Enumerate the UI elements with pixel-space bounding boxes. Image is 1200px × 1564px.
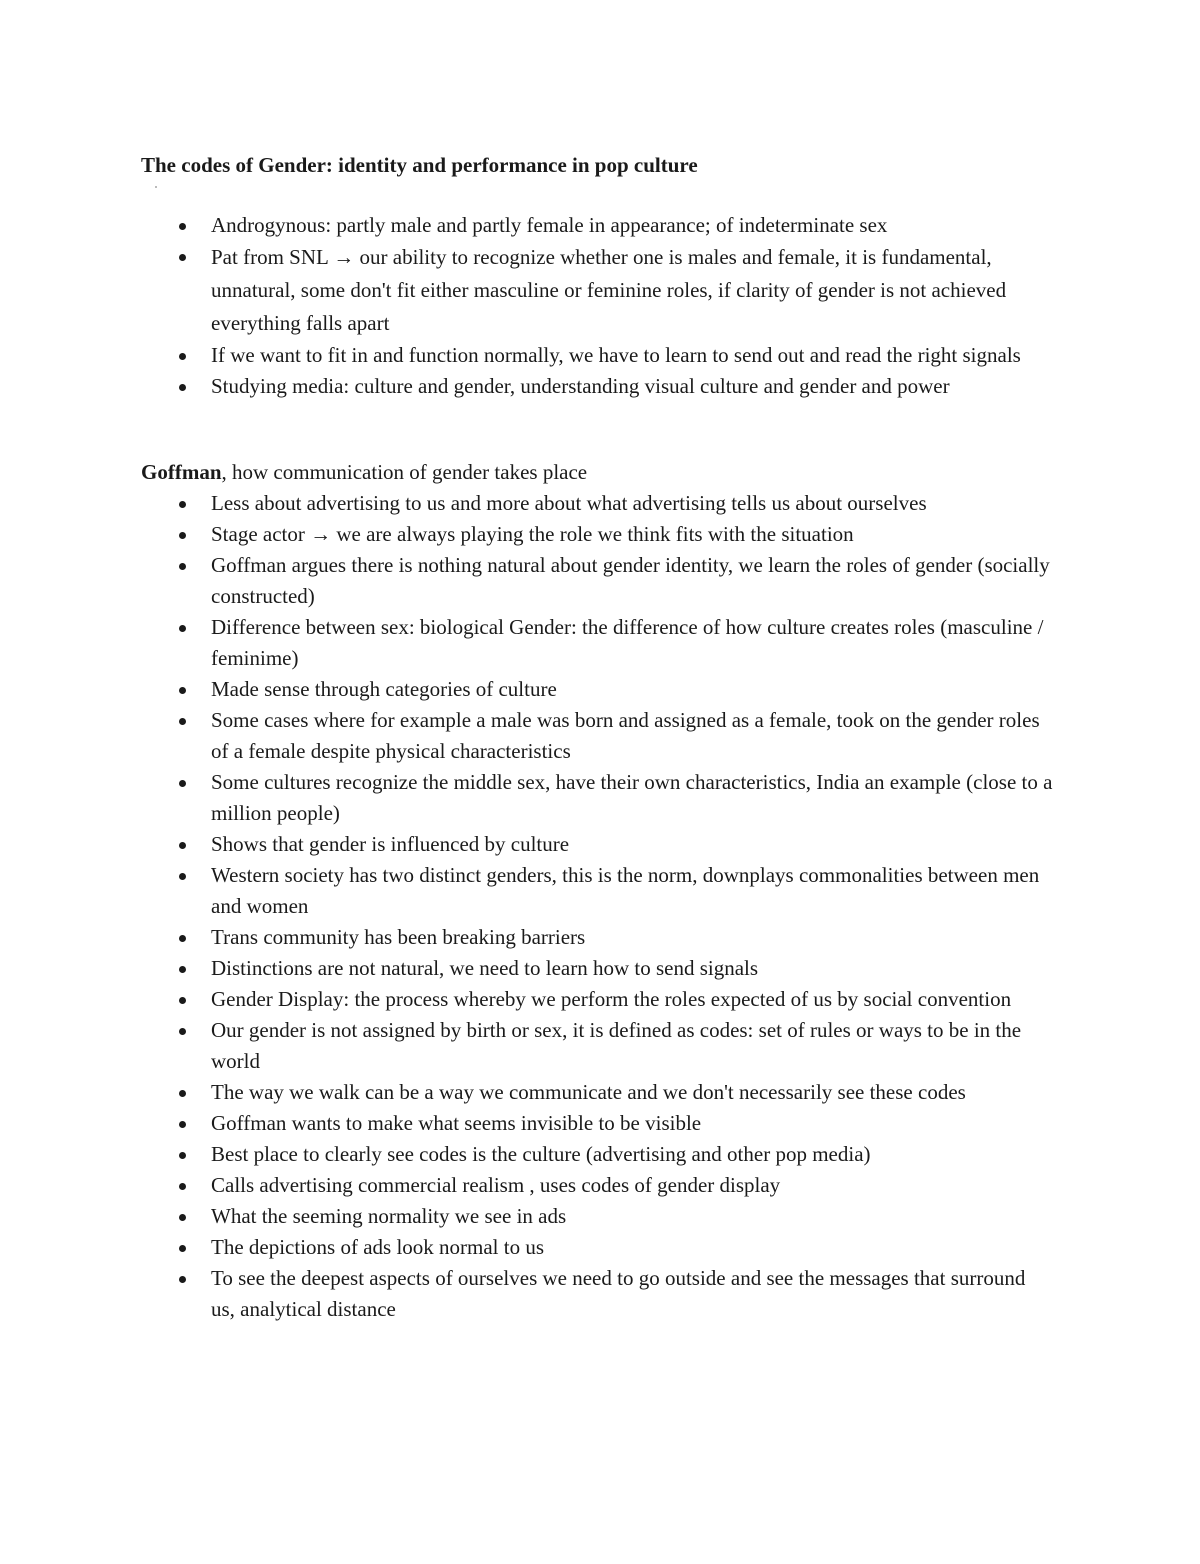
list-item: [174, 922, 1054, 953]
list-item-text: Studying media: culture and gender, understanding visual culture and gender and power: [211, 374, 950, 398]
list-item-text: Some cultures recognize the middle sex, have their own characteristics, India an example (close to a million people): [211, 770, 1053, 825]
bullet-icon: [179, 935, 186, 942]
list-item: [174, 1015, 1054, 1077]
list-item: [174, 612, 1054, 674]
list-item: [174, 371, 1054, 402]
bullet-icon: [179, 1276, 186, 1283]
list-item-text: Our gender is not assigned by birth or sex, it is defined as codes: set of rules or ways to be in the world: [211, 1018, 1022, 1073]
section-heading: [141, 457, 587, 488]
bullet-icon: [179, 223, 186, 230]
list-item-text: Difference between sex: biological Gender: the difference of how culture creates roles (masculine / feminime): [211, 615, 1044, 670]
list-item-text: Some cases where for example a male was born and assigned as a female, took on the gender roles of a female despite physical characteristics: [211, 708, 1040, 763]
list-item: [174, 860, 1054, 922]
list-item-text: Stage actor → we are always playing the role we think fits with the situation: [211, 522, 854, 546]
list-item-text: Goffman argues there is nothing natural about gender identity, we learn the roles of gender (socially constructed): [211, 553, 1050, 608]
bullet-icon: [179, 1028, 186, 1035]
list-item: [174, 241, 1054, 340]
bullet-icon: [179, 1245, 186, 1252]
bullet-icon: [179, 625, 186, 632]
bullet-icon: [179, 1152, 186, 1159]
bullet-icon: [179, 1214, 186, 1221]
list-item-text: The depictions of ads look normal to us: [211, 1235, 545, 1259]
list-item: [174, 984, 1054, 1015]
bullet-icon: [179, 563, 186, 570]
list-item-text: Distinctions are not natural, we need to learn how to send signals: [211, 956, 759, 980]
bullet-icon: [179, 1183, 186, 1190]
list-item: [174, 674, 1054, 705]
bullet-icon: [179, 687, 186, 694]
list-item: [174, 519, 1054, 550]
list-item: [174, 210, 1054, 241]
bullet-icon: [179, 997, 186, 1004]
list-item-text: Calls advertising commercial realism , uses codes of gender display: [211, 1173, 781, 1197]
bullet-icon: [179, 532, 186, 539]
list-item: [174, 1139, 1054, 1170]
intro-bullet-list: [174, 210, 1054, 402]
list-item-text: Shows that gender is influenced by culture: [211, 832, 570, 856]
list-item-text: What the seeming normality we see in ads: [211, 1204, 567, 1228]
section-heading-rest: , how communication of gender takes place: [221, 460, 588, 484]
list-item: [174, 953, 1054, 984]
list-item: [174, 550, 1054, 612]
bullet-icon: [179, 353, 186, 360]
list-item: [174, 1170, 1054, 1201]
list-item: [174, 1077, 1054, 1108]
list-item: [174, 340, 1054, 371]
list-item-text: To see the deepest aspects of ourselves we need to go outside and see the messages that surround us, analytical distance: [211, 1266, 1026, 1321]
section-heading-bold: Goffman: [141, 460, 222, 484]
document-title: The codes of Gender: identity and performance in pop culture: [141, 153, 698, 177]
bullet-icon: [179, 1090, 186, 1097]
goffman-bullet-list: [174, 488, 1054, 1325]
bullet-icon: [179, 718, 186, 725]
list-item-text: Trans community has been breaking barriers: [211, 925, 586, 949]
bullet-icon: [179, 384, 186, 391]
list-item-text: Made sense through categories of culture: [211, 677, 557, 701]
list-item: [174, 767, 1054, 829]
list-item-text: The way we walk can be a way we communicate and we don't necessarily see these codes: [211, 1080, 966, 1104]
list-item: [174, 1232, 1054, 1263]
list-item: [174, 1263, 1054, 1325]
bullet-icon: [179, 966, 186, 973]
list-item: [174, 488, 1054, 519]
list-item-text: Less about advertising to us and more about what advertising tells us about ourselves: [211, 491, 927, 515]
bullet-icon: [179, 1121, 186, 1128]
stray-mark: [155, 186, 157, 188]
list-item-text: Goffman wants to make what seems invisible to be visible: [211, 1111, 702, 1135]
bullet-icon: [179, 873, 186, 880]
list-item: [174, 1201, 1054, 1232]
list-item-text: Best place to clearly see codes is the culture (advertising and other pop media): [211, 1142, 871, 1166]
bullet-icon: [179, 842, 186, 849]
list-item-text: Gender Display: the process whereby we perform the roles expected of us by social convention: [211, 987, 1012, 1011]
bullet-icon: [179, 254, 186, 261]
list-item-text: Androgynous: partly male and partly female in appearance; of indeterminate sex: [211, 213, 888, 237]
bullet-icon: [179, 780, 186, 787]
list-item-text: If we want to fit in and function normally, we have to learn to send out and read the right signals: [211, 343, 1021, 367]
list-item: [174, 1108, 1054, 1139]
list-item-text: Western society has two distinct genders, this is the norm, downplays commonalities between men and women: [211, 863, 1040, 918]
list-item: [174, 829, 1054, 860]
list-item-text: Pat from SNL → our ability to recognize whether one is males and female, it is fundamental, unnatural, some don't fit either masculine or feminine roles, if clarity of gender is not achieved everything falls apart: [211, 245, 1007, 335]
list-item: [174, 705, 1054, 767]
bullet-icon: [179, 501, 186, 508]
